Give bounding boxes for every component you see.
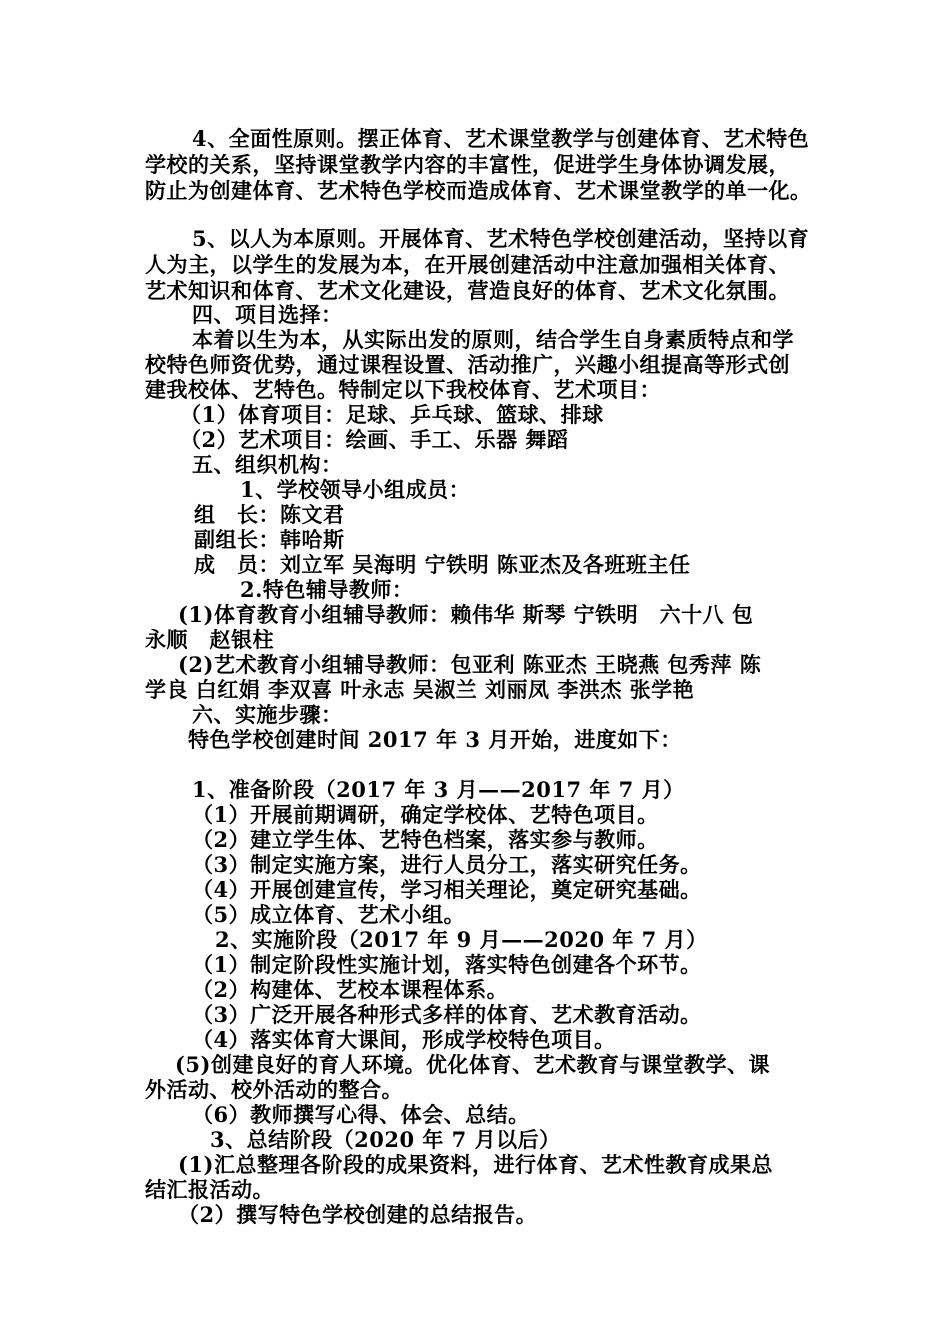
list-item: （1）体育项目：足球、乒乓球、篮球、排球 bbox=[180, 402, 604, 427]
list-item: （4）开展创建宣传，学习相关理论，奠定研究基础。 bbox=[192, 877, 702, 902]
list-item: (5)创建良好的育人环境。优化体育、艺术教育与课堂教学、课 bbox=[175, 1052, 770, 1077]
sub-heading: 2.特色辅导教师： bbox=[240, 577, 414, 602]
section-heading: 五、组织机构： bbox=[192, 452, 343, 477]
sub-heading: 2、实施阶段（2017 年 9 月——2020 年 7 月） bbox=[215, 927, 708, 952]
list-item: （2）构建体、艺校本课程体系。 bbox=[192, 977, 509, 1002]
sub-heading: 1、准备阶段（2017 年 3 月——2017 年 7 月） bbox=[192, 777, 685, 802]
paragraph-line: 人为主，以学生的发展为本，在开展创建活动中注意加强相关体育、 bbox=[145, 252, 790, 277]
paragraph-line: 永顺 赵银柱 bbox=[145, 627, 274, 652]
paragraph-line: 成 员：刘立军 吴海明 宁铁明 陈亚杰及各班班主任 bbox=[194, 552, 691, 577]
paragraph-line: 学良 白红娟 李双喜 叶永志 吴淑兰 刘丽凤 李洪杰 张学艳 bbox=[145, 677, 695, 702]
paragraph-line: 外活动、校外活动的整合。 bbox=[145, 1077, 403, 1102]
list-item: （3）制定实施方案，进行人员分工，落实研究任务。 bbox=[192, 852, 702, 877]
list-item: （1）制定阶段性实施计划，落实特色创建各个环节。 bbox=[192, 952, 702, 977]
paragraph-line: (1)体育教育小组辅导教师：赖伟华 斯琴 宁铁明 六十八 包 bbox=[178, 602, 754, 627]
paragraph-line: 本着以生为本，从实际出发的原则，结合学生自身素质特点和学 bbox=[192, 327, 794, 352]
list-item: （2）建立学生体、艺特色档案，落实参与教师。 bbox=[192, 827, 659, 852]
paragraph-line: 组 长：陈文君 bbox=[194, 502, 345, 527]
paragraph-line: 结汇报活动。 bbox=[145, 1177, 274, 1202]
paragraph-line: 5、以人为本原则。开展体育、艺术特色学校创建活动，坚持以育 bbox=[192, 226, 810, 251]
paragraph-line: 艺术知识和体育、艺术文化建设，营造良好的体育、艺术文化氛围。 bbox=[145, 278, 790, 303]
sub-heading: 3、总结阶段（2020 年 7 月以后） bbox=[210, 1127, 561, 1152]
list-item: （4）落实体育大课间，形成学校特色项目。 bbox=[192, 1027, 616, 1052]
list-item: (1)汇总整理各阶段的成果资料，进行体育、艺术性教育成果总 bbox=[178, 1152, 773, 1177]
paragraph-line: 建我校体、艺特色。特制定以下我校体育、艺术项目： bbox=[145, 377, 661, 402]
list-item: （6）教师撰写心得、体会、总结。 bbox=[192, 1102, 530, 1127]
paragraph-line: (2)艺术教育小组辅导教师：包亚利 陈亚杰 王晓燕 包秀萍 陈 bbox=[178, 652, 762, 677]
list-item: （5）成立体育、艺术小组。 bbox=[192, 902, 466, 927]
paragraph-line: 防止为创建体育、艺术特色学校而造成体育、艺术课堂教学的单一化。 bbox=[145, 178, 812, 203]
list-item: （2）撰写特色学校创建的总结报告。 bbox=[178, 1202, 538, 1227]
list-item: （3）广泛开展各种形式多样的体育、艺术教育活动。 bbox=[192, 1002, 702, 1027]
paragraph-line: 副组长：韩哈斯 bbox=[194, 527, 345, 552]
paragraph-line: 学校的关系，坚持课堂教学内容的丰富性，促进学生身体协调发展， bbox=[145, 152, 790, 177]
section-heading: 四、项目选择： bbox=[192, 302, 343, 327]
sub-heading: 1、学校领导小组成员： bbox=[240, 477, 471, 502]
paragraph-line: 特色学校创建时间 2017 年 3 月开始，进度如下： bbox=[188, 727, 682, 752]
paragraph-line: 校特色师资优势，通过课程设置、活动推广，兴趣小组提高等形式创 bbox=[145, 352, 790, 377]
paragraph-line: 4、全面性原则。摆正体育、艺术课堂教学与创建体育、艺术特色 bbox=[192, 126, 810, 151]
section-heading: 六、实施步骤： bbox=[192, 702, 343, 727]
list-item: （1）开展前期调研，确定学校体、艺特色项目。 bbox=[192, 802, 659, 827]
list-item: （2）艺术项目：绘画、手工、乐器 舞蹈 bbox=[180, 427, 569, 452]
